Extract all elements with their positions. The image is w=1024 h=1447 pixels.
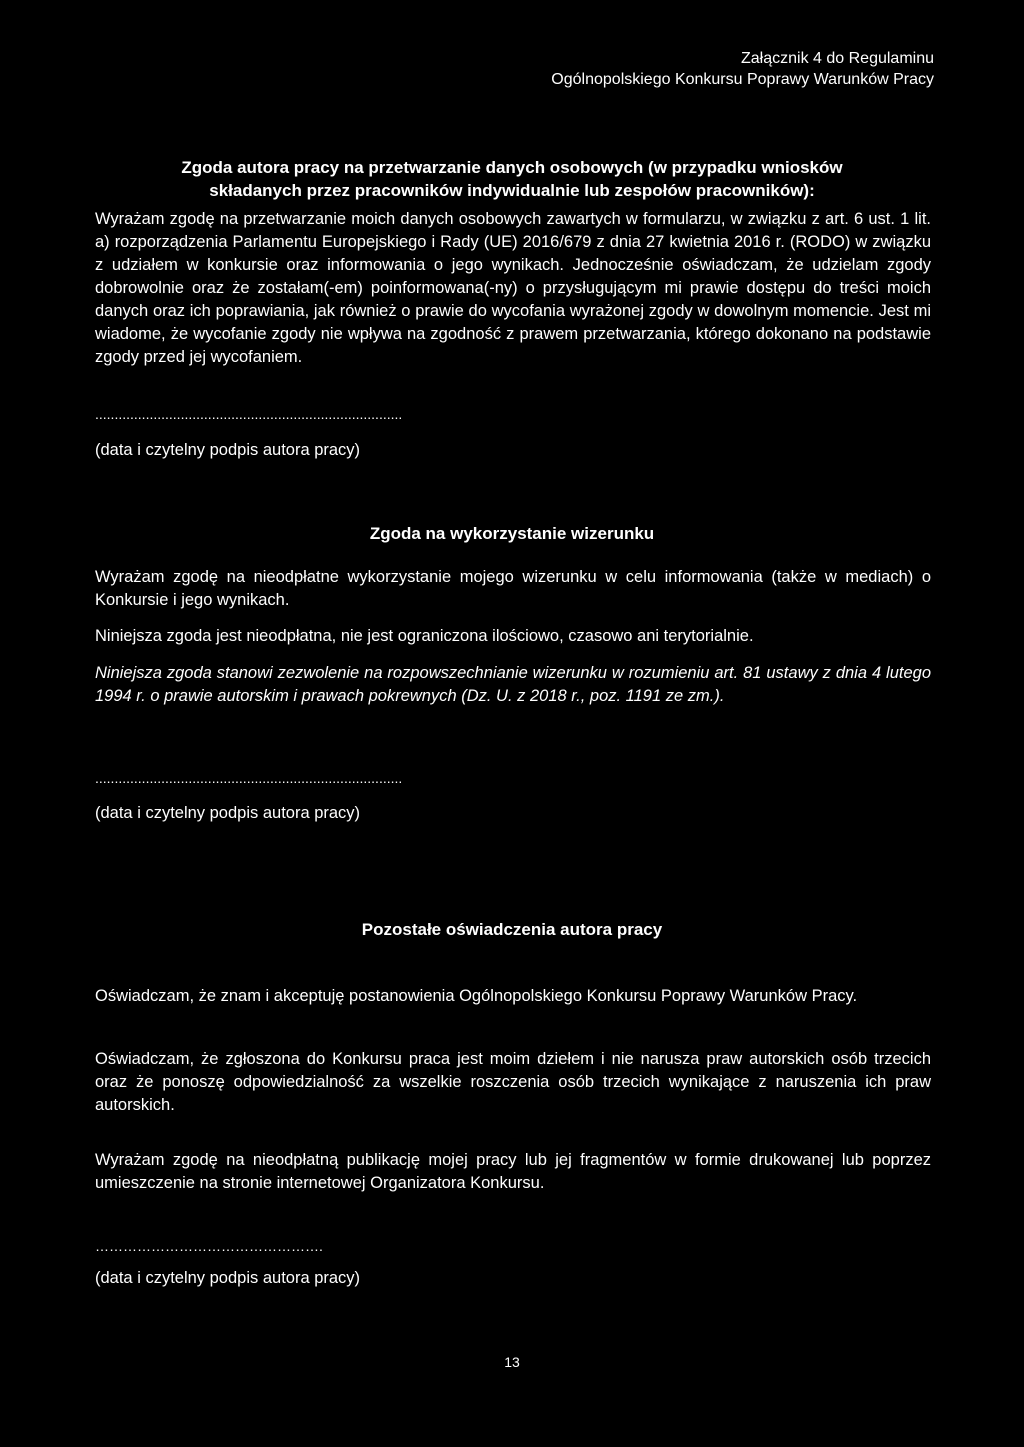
- header-line-1: Załącznik 4 do Regulaminu: [741, 50, 934, 67]
- section2-signature-label: (data i czytelny podpis autora pracy): [95, 804, 361, 822]
- section3-title: Pozostałe oświadczenia autora pracy: [361, 920, 663, 939]
- section3-para-1: Oświadczam, że znam i akceptuję postanowienia Ogólnopolskiego Konkursu Poprawy Warunków Pracy.: [95, 987, 858, 1005]
- section3-signature-label: (data i czytelny podpis autora pracy): [95, 1269, 361, 1287]
- section2-para-2: Niniejsza zgoda jest nieodpłatna, nie jest ograniczona ilościowo, czasowo ani terytorialnie.: [95, 627, 754, 645]
- page-number: 13: [504, 1354, 520, 1370]
- section1-title: [0, 156, 1024, 202]
- section3-para-2: Oświadczam, że zgłoszona do Konkursu praca jest moim dziełem i nie narusza praw autorskich osób trzecich oraz że ponoszę odpowiedzialność za wszelkie roszczenia osób trzecich wynikające z naruszenia ich praw autorskich.: [95, 1050, 931, 1114]
- section2-signature-line: ...............................................................................: [95, 770, 403, 786]
- header-line-2: Ogólnopolskiego Konkursu Poprawy Warunków Pracy: [551, 71, 934, 88]
- section1-title-line-1: Zgoda autora pracy na przetwarzanie danych osobowych (w przypadku wniosków: [181, 158, 843, 177]
- section2-para-1: Wyrażam zgodę na nieodpłatne wykorzystanie mojego wizerunku w celu informowania (także w mediach) o Konkursie i jego wynikach.: [95, 568, 931, 609]
- section2-para-3: Niniejsza zgoda stanowi zezwolenie na rozpowszechnianie wizerunku w rozumieniu art. 81 ustawy z dnia 4 lutego 1994 r. o prawie autorskim i prawach pokrewnych (Dz. U. z 2018 r., poz. 1191 ze zm.).: [95, 664, 931, 705]
- section3-signature-line: ………………………………………….: [95, 1238, 323, 1254]
- page-header: [551, 48, 934, 90]
- section3-para-3: Wyrażam zgodę na nieodpłatną publikację mojej pracy lub jej fragmentów w formie drukowanej lub poprzez umieszczenie na stronie internetowej Organizatora Konkursu.: [95, 1151, 931, 1192]
- section1-signature-line: ...............................................................................: [95, 406, 403, 422]
- section1-consent-text: Wyrażam zgodę na przetwarzanie moich danych osobowych zawartych w formularzu, w związku z art. 6 ust. 1 lit. a) rozporządzenia Parlamentu Europejskiego i Rady (UE) 2016/679 z dnia 27 kwietnia 2016 r. (RODO) w związku z udziałem w konkursie oraz informowania o jego wynikach. Jednocześnie oświadczam, że udzielam zgody dobrowolnie oraz że zostałam(-em) poinformowana(-ny) o przysługującym mi prawie dostępu do treści moich danych oraz ich poprawiania, jak również o prawie do wycofania wyrażonej zgody w dowolnym momencie. Jest mi wiadome, że wycofanie zgody nie wpływa na zgodność z prawem przetwarzania, którego dokonano na podstawie zgody przed jej wycofaniem.: [95, 210, 931, 366]
- section1-signature-label: (data i czytelny podpis autora pracy): [95, 441, 361, 459]
- section1-title-line-2: składanych przez pracowników indywidualnie lub zespołów pracowników):: [209, 181, 815, 200]
- section2-title: Zgoda na wykorzystanie wizerunku: [369, 524, 655, 543]
